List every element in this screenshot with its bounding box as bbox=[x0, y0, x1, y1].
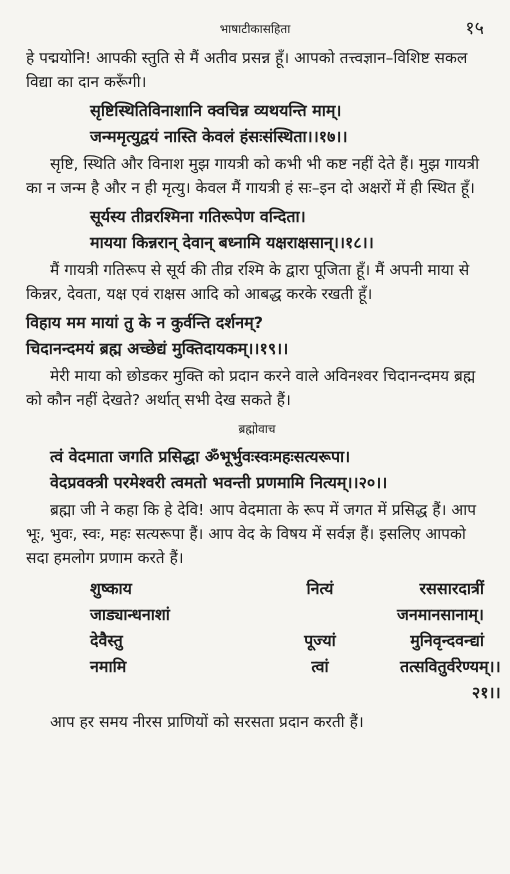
page-content bbox=[26, 46, 501, 734]
verse-line bbox=[26, 444, 488, 470]
verse-line bbox=[26, 230, 488, 256]
paragraph: सृष्टि, स्थिति और विनाश मुझ गायत्री को कभी भी कष्ट नहीं देते हैं। मुझ गायत्री का न जन्म है और न ही मृत्यु। केवल मैं गायत्री हं सः–इन दो अक्षरों में ही स्थित हूँ। bbox=[26, 155, 480, 197]
verse-text: वेदप्रवक्त्री परमेश्वरी त्वमतो भवन्ती प्रणमामि नित्यम्।।२०।। bbox=[50, 473, 388, 492]
verse-text: जन्ममृत्युद्वयं नास्ति केवलं हंसःसंस्थिता।।१७।। bbox=[90, 127, 348, 146]
verse-word: रससारदात्रीं bbox=[419, 579, 484, 598]
header-title: भाषाटीकासहिता bbox=[219, 22, 291, 36]
verse-text: सृष्टिस्थितिविनाशानि क्वचिन्न व्यथयन्ति माम्। bbox=[90, 101, 342, 120]
verse-20 bbox=[26, 444, 488, 496]
verse-text: चिदानन्दमयं ब्रह्म अच्छेद्यं मुक्तिदायकम्।।१९।। bbox=[26, 339, 289, 358]
verse-text: मायया किन्नरान् देवान् बध्नामि यक्षराक्षसान्।।१८।। bbox=[90, 233, 374, 252]
verse-line bbox=[26, 336, 488, 362]
verse-word: तत्सवितुर्वरेण्यम्।।२१।। bbox=[400, 657, 501, 702]
verse-line bbox=[26, 204, 488, 230]
verse-word: मुनिवृन्दवन्द्यां bbox=[410, 631, 484, 650]
verse-word: पूज्यां bbox=[304, 631, 336, 650]
paragraph: आप हर समय नीरस प्राणियों को सरसता प्रदान करती हैं। bbox=[50, 713, 364, 731]
verse-line bbox=[26, 654, 501, 706]
verse-line bbox=[26, 602, 488, 628]
paragraph: हे पद्मयोनि! आपकी स्तुति से मैं अतीव प्रसन्न हूँ। आपको तत्त्वज्ञान–विशिष्ट सकल विद्या का दान करूँगी। bbox=[26, 49, 468, 91]
verse-line bbox=[26, 576, 488, 602]
verse-word: त्वां bbox=[311, 657, 329, 676]
verse-word: शुष्काय bbox=[90, 579, 132, 598]
verse-word: जाड्यान्धनाशां bbox=[90, 605, 170, 624]
paragraph: मेरी माया को छोडकर मुक्ति को प्रदान करने वाले अविनश्वर चिदानन्दमय ब्रह्म को कौन नहीं देखते? अर्थात् सभी देख सकते हैं। bbox=[26, 367, 476, 409]
paragraph: मैं गायत्री गतिरूप से सूर्य की तीव्र रश्मि के द्वारा पूजिता हूँ। मैं अपनी माया से किन्नर, देवता, यक्ष एवं राक्षस आदि को आबद्ध करके रखती हूँ। bbox=[26, 261, 470, 303]
paragraph: ब्रह्मा जी ने कहा कि हे देवि! आप वेदमाता के रूप में जगत में प्रसिद्ध हैं। आप भूः, भुवः, स्वः, महः सत्यरूपा हैं। आप वेद के विषय में सर्वज्ञ हैं। इसलिए आपको सदा हमलोग प्रणाम करते हैं। bbox=[26, 501, 477, 567]
verse-text: विहाय मम मायां तु के न कुर्वन्ति दर्शनम्? bbox=[26, 313, 263, 332]
verse-17 bbox=[26, 98, 488, 150]
verse-18 bbox=[26, 204, 488, 256]
verse-text: सूर्यस्य तीव्ररश्मिना गतिरूपेण वन्दिता। bbox=[90, 207, 306, 226]
verse-19 bbox=[26, 310, 488, 362]
running-header bbox=[0, 16, 510, 40]
verse-21 bbox=[26, 576, 501, 706]
verse-line bbox=[26, 310, 488, 336]
speaker-heading: ब्रह्मोवाच bbox=[238, 422, 276, 436]
verse-line bbox=[26, 124, 488, 150]
verse-word: नित्यं bbox=[306, 579, 334, 598]
page-number: १५ bbox=[465, 18, 484, 39]
verse-word: नमामि bbox=[90, 657, 127, 676]
verse-line bbox=[26, 98, 488, 124]
verse-text: त्वं वेदमाता जगति प्रसिद्धा ॐभूर्भुवःस्वःमहःसत्यरूपा। bbox=[50, 447, 351, 466]
verse-word: देवैस्तु bbox=[90, 631, 123, 650]
verse-word: जनमानसानाम्। bbox=[397, 605, 484, 624]
verse-line bbox=[26, 470, 488, 496]
verse-line bbox=[26, 628, 488, 654]
